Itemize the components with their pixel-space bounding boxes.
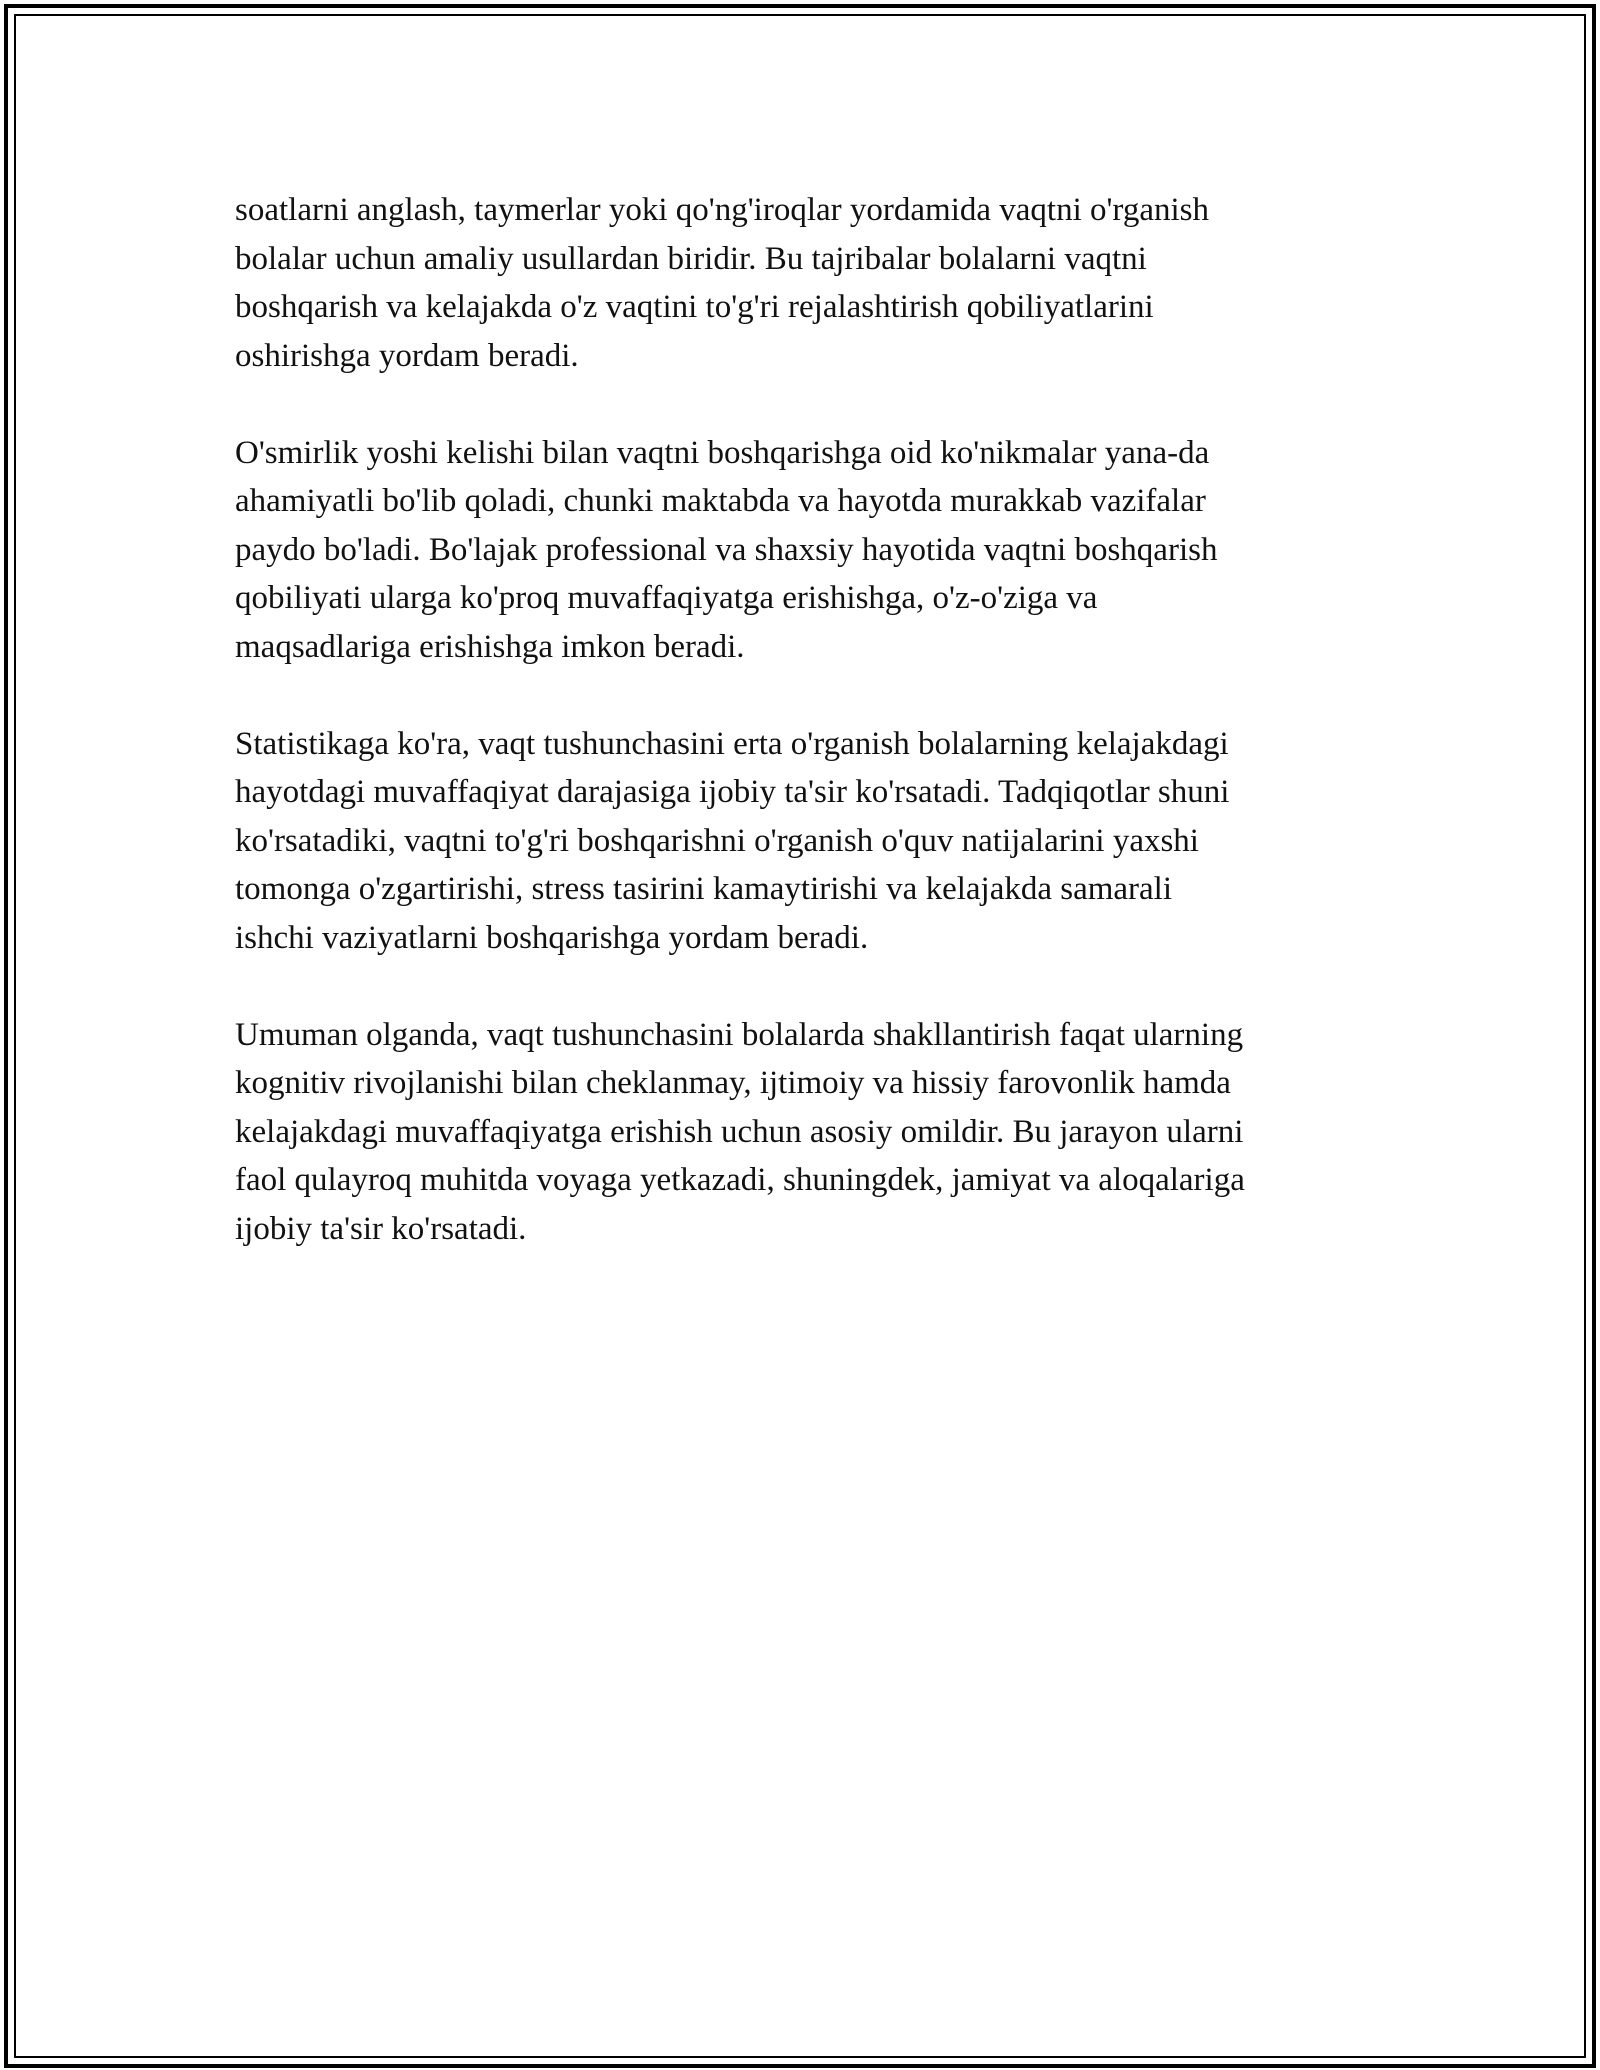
paragraph-1: soatlarni anglash, taymerlar yoki qo'ng'iroqlar yordamida vaqtni o'rganish bolalar uchun amaliy usullardan biridir. Bu tajribalar bolalarni vaqtni boshqarish va kelajakda o'z vaqtini to'g'ri rejalashtirish qobiliyatlarini oshirishga yordam beradi. <box>235 192 1209 374</box>
paragraph-4: Umuman olganda, vaqt tushunchasini bolalarda shakllantirish faqat ularning kognitiv rivojlanishi bilan cheklanmay, ijtimoiy va hissiy farovonlik hamda kelajakdagi muvaffaqiyatga erishish uchun asosiy omildir. Bu jarayon ularni faol qulayroq muhitda voyaga yetkazadi, shuningdek, jamiyat va aloqalariga ijobiy ta'sir ko'rsatadi. <box>235 1016 1245 1247</box>
document-body <box>235 186 1375 1302</box>
paragraph-3: Statistikaga ko'ra, vaqt tushunchasini erta o'rganish bolalarning kelajakdagi hayotdagi muvaffaqiyat darajasiga ijobiy ta'sir ko'rsatadi. Tadqiqotlar shuni ko'rsatadiki, vaqtni to'g'ri boshqarishni o'rganish o'quv natijalarini yaxshi tomonga o'zgartirishi, stress tasirini kamaytirishi va kelajakda samarali ishchi vaziyatlarni boshqarishga yordam beradi. <box>235 725 1230 956</box>
paragraph-2: O'smirlik yoshi kelishi bilan vaqtni boshqarishga oid ko'nikmalar yana-da ahamiyatli bo'lib qoladi, chunki maktabda va hayotda murakkab vazifalar paydo bo'ladi. Bo'lajak professional va shaxsiy hayotida vaqtni boshqarish qobiliyati ularga ko'proq muvaffaqiyatga erishishga, o'z-o'ziga va maqsadlariga erishishga imkon beradi. <box>235 434 1218 665</box>
